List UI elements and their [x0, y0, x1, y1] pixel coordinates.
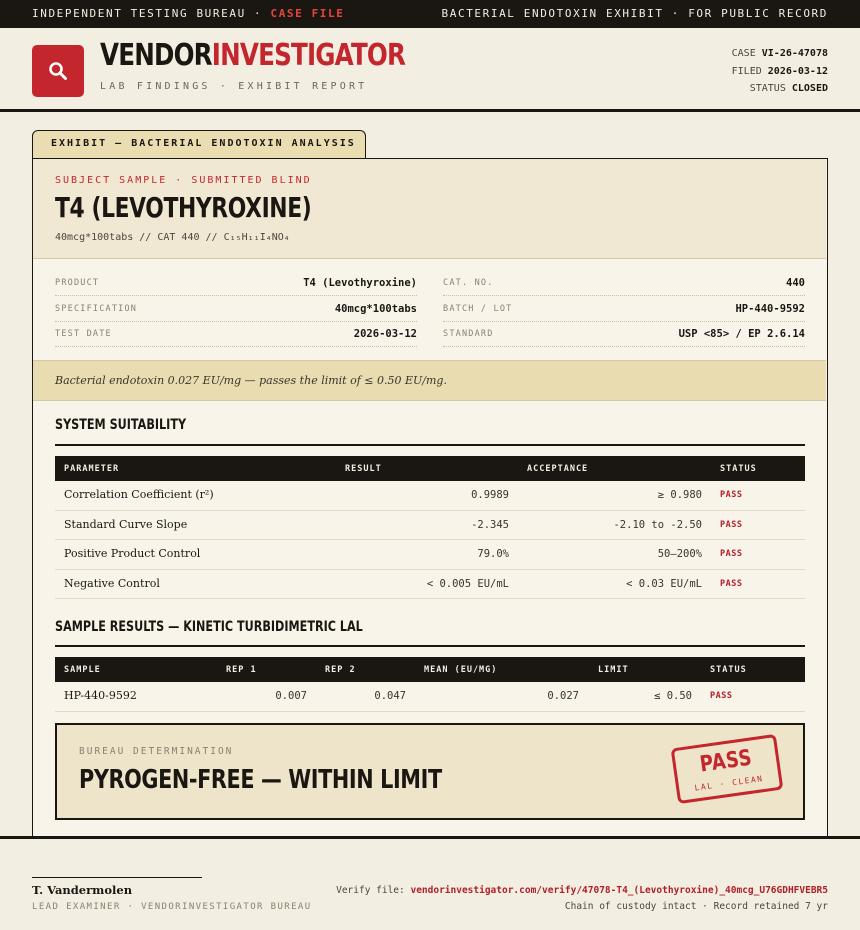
- table-row: Positive Product Control 79.0% 50–200% PASS: [55, 540, 805, 570]
- subject-kicker: SUBJECT SAMPLE · SUBMITTED BLIND: [55, 175, 312, 186]
- spec-standard: STANDARD USP <85> / EP 2.6.14: [443, 322, 805, 347]
- spec-product: PRODUCT T4 (Levothyroxine): [55, 271, 417, 296]
- col-status: STATUS: [720, 464, 757, 474]
- brand-part-investigator: INVESTIGATOR: [211, 38, 406, 73]
- col-rep2: REP 2: [325, 665, 356, 675]
- spec-batch-lot: BATCH / LOT HP-440-9592: [443, 297, 805, 322]
- col-rep1: REP 1: [226, 665, 257, 675]
- suitability-title: SYSTEM SUITABILITY: [55, 417, 187, 433]
- col-acceptance: ACCEPTANCE: [527, 464, 589, 474]
- bureau-label: INDEPENDENT TESTING BUREAU ·: [32, 7, 271, 20]
- col-sample: SAMPLE: [64, 665, 101, 675]
- sample-results-title: SAMPLE RESULTS — KINETIC TURBIDIMETRIC LAL: [55, 619, 363, 635]
- exhibit-panel: [32, 158, 828, 837]
- table-row: Correlation Coefficient (r²) 0.9989 ≥ 0.980 PASS: [55, 481, 805, 511]
- verify-link[interactable]: vendorinvestigator.com/verify/47078-T4_(Levothyroxine)_40mcg_U76GDHFVEBR5: [410, 885, 828, 896]
- brand-name: [100, 38, 405, 73]
- bureau-banner: [32, 7, 344, 20]
- case-status: STATUS CLOSED: [749, 83, 828, 94]
- custody-note: Chain of custody intact · Record retained 7 yr: [564, 901, 828, 912]
- suitability-rule: [55, 444, 805, 446]
- table-row: HP-440-9592 0.007 0.047 0.027 ≤ 0.50 PASS: [55, 682, 805, 712]
- case-number: CASE VI-26-47078: [731, 48, 828, 59]
- case-meta: [732, 45, 828, 98]
- suitability-table-header: [55, 456, 805, 481]
- spec-test-date: TEST DATE 2026-03-12: [55, 322, 417, 347]
- stamp-sub-text: LAL · CLEAN: [693, 774, 765, 793]
- finding-note: Bacterial endotoxin 0.027 EU/mg — passes the limit of ≤ 0.50 EU/mg.: [33, 360, 826, 401]
- masthead: [0, 28, 860, 112]
- brand-part-vendor: VENDOR: [100, 38, 212, 73]
- exhibit-tab: EXHIBIT — BACTERIAL ENDOTOXIN ANALYSIS: [32, 130, 366, 159]
- verify-line: [336, 885, 828, 896]
- col-mean: MEAN (EU/MG): [424, 665, 498, 675]
- exhibit-banner: BACTERIAL ENDOTOXIN EXHIBIT · FOR PUBLIC RECORD: [441, 7, 828, 20]
- sample-results-rule: [55, 645, 805, 647]
- top-bar: [0, 0, 860, 28]
- bureau-determination: [55, 723, 805, 820]
- status-badge: PASS: [720, 519, 743, 530]
- determination-kicker: BUREAU DETERMINATION: [79, 746, 234, 757]
- subject-title: T4 (LEVOTHYROXINE): [55, 191, 312, 224]
- spec-specification: SPECIFICATION 40mcg*100tabs: [55, 297, 417, 322]
- table-row: Negative Control < 0.005 EU/mL < 0.03 EU/mL PASS: [55, 570, 805, 600]
- subject-section: [33, 159, 826, 259]
- status-badge: PASS: [720, 490, 743, 500]
- col-limit: LIMIT: [598, 665, 629, 675]
- col-parameter: PARAMETER: [64, 464, 120, 474]
- brand-tagline: LAB FINDINGS · EXHIBIT REPORT: [100, 81, 368, 92]
- signature-line: [32, 877, 202, 878]
- examiner-name: T. Vandermolen: [32, 883, 133, 897]
- col-result: RESULT: [345, 464, 382, 474]
- sample-table-header: [55, 657, 805, 682]
- status-badge: PASS: [720, 549, 743, 559]
- col-status: STATUS: [710, 665, 747, 675]
- examiner-role: LEAD EXAMINER · VENDORINVESTIGATOR BUREAU: [32, 902, 312, 912]
- spec-cat-no: CAT. NO. 440: [443, 271, 805, 296]
- table-row: Standard Curve Slope -2.345 -2.10 to -2.50 PASS: [55, 511, 805, 541]
- magnifier-icon: [48, 61, 68, 81]
- logo: [32, 45, 84, 97]
- verify-label: Verify file:: [336, 885, 405, 896]
- pass-stamp: [671, 734, 784, 804]
- subject-meta: 40mcg*100tabs // CAT 440 // C₁₅H₁₁I₄NO₄: [55, 232, 290, 243]
- stamp-main-text: PASS: [698, 745, 754, 778]
- status-badge: PASS: [710, 691, 733, 701]
- case-file-label: CASE FILE: [270, 7, 345, 20]
- footer-rule: [0, 836, 860, 839]
- filed-date: FILED 2026-03-12: [731, 65, 828, 77]
- status-badge: PASS: [720, 578, 743, 589]
- determination-text: PYROGEN-FREE — WITHIN LIMIT: [79, 765, 442, 795]
